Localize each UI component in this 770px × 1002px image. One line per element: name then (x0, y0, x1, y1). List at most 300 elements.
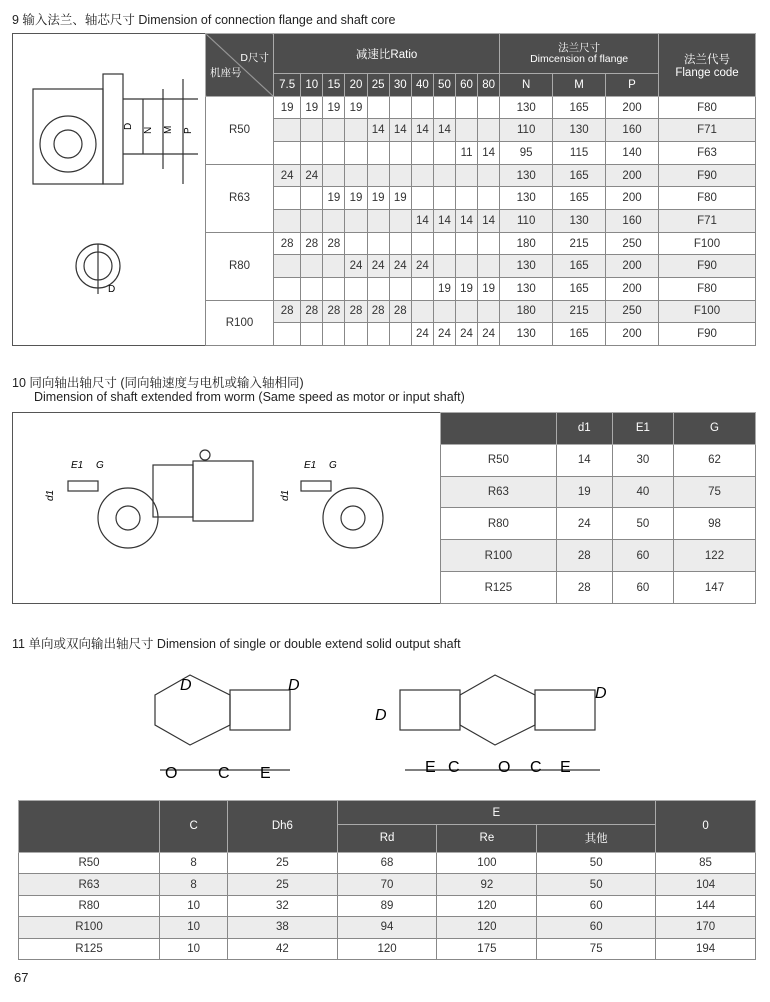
flange-dim-header (500, 34, 659, 74)
cell: 40 (612, 476, 673, 508)
cell: 24 (389, 255, 411, 278)
cell: 147 (674, 572, 756, 604)
o-header: 0 (656, 801, 756, 853)
cell: 14 (411, 119, 433, 142)
cell: F100 (659, 232, 756, 255)
cell (478, 232, 500, 255)
cell: F71 (659, 119, 756, 142)
cell: 10 (159, 895, 227, 916)
cell (478, 96, 500, 119)
cell: 120 (437, 917, 537, 938)
cell: 28 (345, 300, 367, 323)
cell: 250 (606, 232, 659, 255)
cell: 175 (437, 938, 537, 959)
cell: 165 (553, 255, 606, 278)
cell: 10 (159, 917, 227, 938)
cell (323, 164, 345, 187)
cell: 180 (500, 300, 553, 323)
cell: 14 (389, 119, 411, 142)
model-header (19, 801, 160, 853)
cell (389, 277, 411, 300)
cell (456, 232, 478, 255)
cell: 24 (345, 255, 367, 278)
cell: 130 (553, 210, 606, 233)
e-label: E (260, 765, 271, 782)
cell: 62 (674, 444, 756, 476)
table-row (19, 895, 756, 916)
ratio-80: 80 (478, 74, 500, 97)
ratio-50: 50 (433, 74, 455, 97)
cell: 28 (301, 232, 323, 255)
cell: F63 (659, 142, 756, 165)
cell: 94 (337, 917, 437, 938)
cell: 19 (389, 187, 411, 210)
cell: 24 (301, 164, 323, 187)
table-row (19, 852, 756, 873)
table-row (19, 874, 756, 895)
cell (301, 142, 323, 165)
cell: R63 (19, 874, 160, 895)
cell: 60 (612, 572, 673, 604)
cell (274, 323, 301, 346)
cell: 200 (606, 255, 659, 278)
cell: F90 (659, 164, 756, 187)
cell (345, 119, 367, 142)
cell: 19 (301, 96, 323, 119)
dim-n-label: N (143, 126, 154, 134)
dim-p-label: P (183, 127, 194, 134)
cell (301, 255, 323, 278)
cell (411, 277, 433, 300)
flange-table (205, 33, 756, 346)
flange-dim-cn: 法兰尺寸 (558, 41, 601, 54)
header-row (19, 801, 756, 825)
cell: 160 (606, 119, 659, 142)
cell: R80 (19, 895, 160, 916)
model-cell: R100 (206, 300, 274, 345)
cell: 165 (553, 164, 606, 187)
cell (389, 232, 411, 255)
cell: 28 (274, 232, 301, 255)
e1-label: E1 (71, 460, 84, 471)
cell (433, 232, 455, 255)
cell: F100 (659, 300, 756, 323)
cell (389, 96, 411, 119)
flange-code-cn: 法兰代号 (684, 53, 730, 66)
cell: 85 (656, 852, 756, 873)
cell: 32 (228, 895, 337, 916)
cell: 24 (274, 164, 301, 187)
cell: 60 (537, 917, 656, 938)
col-M: M (553, 74, 606, 97)
header-cell: G (674, 413, 756, 445)
cell (411, 232, 433, 255)
rd-header: Rd (337, 825, 437, 853)
table-row (206, 277, 756, 300)
cell: 19 (456, 277, 478, 300)
cell: 60 (537, 895, 656, 916)
cell (367, 142, 389, 165)
cell (323, 277, 345, 300)
cell: F80 (659, 277, 756, 300)
cell: 60 (612, 540, 673, 572)
d-label-4: D (595, 685, 607, 702)
model-label: 机座号 (210, 66, 242, 79)
col-N: N (500, 74, 553, 97)
cell: 28 (556, 540, 612, 572)
section-10-title: 10 同向轴出轴尺寸 (同向轴速度与电机或输入轴相同) (12, 376, 304, 390)
cell: 10 (159, 938, 227, 959)
cell (367, 96, 389, 119)
flange-dim-en: Dimcension of flange (530, 52, 629, 65)
cell: 130 (500, 187, 553, 210)
cell: 165 (553, 96, 606, 119)
cell (456, 300, 478, 323)
cell (323, 210, 345, 233)
cell (345, 142, 367, 165)
header-cell: E1 (612, 413, 673, 445)
cell (345, 277, 367, 300)
cell (367, 210, 389, 233)
cell (433, 300, 455, 323)
cell: 215 (553, 300, 606, 323)
cell (301, 210, 323, 233)
dim-d-label: D (123, 122, 134, 130)
cell: 130 (500, 164, 553, 187)
cell: 165 (553, 323, 606, 346)
cell: 70 (337, 874, 437, 895)
cell: R125 (19, 938, 160, 959)
table-row (441, 508, 756, 540)
cell (274, 255, 301, 278)
cell (433, 96, 455, 119)
c-label-2: C (448, 759, 460, 776)
cell: 160 (606, 210, 659, 233)
cell: 14 (556, 444, 612, 476)
cell (274, 119, 301, 142)
cell: 250 (606, 300, 659, 323)
c-header: C (159, 801, 227, 853)
cell: 19 (274, 96, 301, 119)
cell: 14 (433, 210, 455, 233)
table-row (441, 476, 756, 508)
cell: 28 (301, 300, 323, 323)
model-cell: R80 (206, 232, 274, 300)
cell (411, 300, 433, 323)
cell: 98 (674, 508, 756, 540)
section-11-title: 11 单向或双向输出轴尺寸 Dimension of single or double extend solid output shaft (12, 637, 461, 651)
cell (433, 255, 455, 278)
cell: 28 (323, 232, 345, 255)
cell (274, 187, 301, 210)
cell: 24 (456, 323, 478, 346)
cell: 75 (537, 938, 656, 959)
cell: 38 (228, 917, 337, 938)
cell: 19 (345, 187, 367, 210)
ratio-10: 10 (301, 74, 323, 97)
cell: 165 (553, 277, 606, 300)
cell: 19 (345, 96, 367, 119)
cell (478, 255, 500, 278)
cell: 130 (500, 277, 553, 300)
cell (411, 164, 433, 187)
ratio-7.5: 7.5 (274, 74, 301, 97)
cell: 14 (478, 210, 500, 233)
cell (301, 277, 323, 300)
cell: F71 (659, 210, 756, 233)
cell (456, 255, 478, 278)
e-label-2: E (425, 759, 436, 776)
e-header: E (337, 801, 655, 825)
cell: 24 (411, 323, 433, 346)
cell: R50 (19, 852, 160, 873)
col-P: P (606, 74, 659, 97)
d-size-label: D尺寸 (240, 51, 269, 64)
cell (478, 300, 500, 323)
cell: R100 (19, 917, 160, 938)
cell: 200 (606, 323, 659, 346)
table-row (206, 96, 756, 119)
cell: 130 (500, 323, 553, 346)
worm-shaft-table (440, 412, 756, 604)
cell: 24 (411, 255, 433, 278)
table-row (206, 142, 756, 165)
cell (478, 164, 500, 187)
cell (301, 187, 323, 210)
cell: 50 (537, 852, 656, 873)
d-label-1: D (180, 677, 192, 694)
cell: 28 (323, 300, 345, 323)
cell: R63 (441, 476, 557, 508)
shaft-d-label: D (108, 284, 116, 295)
cell: 120 (337, 938, 437, 959)
cell (411, 96, 433, 119)
cell: 130 (553, 119, 606, 142)
table-row (19, 917, 756, 938)
flange-drawing (13, 34, 205, 345)
d-label-3: D (375, 707, 387, 724)
ratio-header: 减速比Ratio (274, 34, 500, 74)
cell (389, 210, 411, 233)
ratio-15: 15 (323, 74, 345, 97)
other-header: 其他 (537, 825, 656, 853)
cell (367, 164, 389, 187)
cell: 28 (556, 572, 612, 604)
table-row (206, 210, 756, 233)
cell (345, 232, 367, 255)
cell: 11 (456, 142, 478, 165)
cell: 30 (612, 444, 673, 476)
d-label-2: D (288, 677, 300, 694)
cell: 110 (500, 119, 553, 142)
cell: 25 (228, 852, 337, 873)
cell: 14 (367, 119, 389, 142)
cell: 14 (433, 119, 455, 142)
cell (389, 142, 411, 165)
cell: 8 (159, 852, 227, 873)
cell (456, 187, 478, 210)
cell: 200 (606, 164, 659, 187)
cell (367, 323, 389, 346)
cell (301, 119, 323, 142)
re-header: Re (437, 825, 537, 853)
table-row (206, 187, 756, 210)
table-row (206, 323, 756, 346)
cell (411, 187, 433, 210)
cell: 140 (606, 142, 659, 165)
table-row (441, 540, 756, 572)
cell: 104 (656, 874, 756, 895)
model-cell: R63 (206, 164, 274, 232)
ratio-40: 40 (411, 74, 433, 97)
output-shaft-drawing (150, 660, 770, 790)
cell: 19 (323, 96, 345, 119)
cell (433, 142, 455, 165)
cell: F90 (659, 255, 756, 278)
corner-header (206, 34, 274, 97)
c-label: C (218, 765, 230, 782)
cell: 165 (553, 187, 606, 210)
cell: 130 (500, 255, 553, 278)
cell: 200 (606, 96, 659, 119)
d1-label-2: d1 (280, 489, 291, 501)
cell (411, 142, 433, 165)
ratio-20: 20 (345, 74, 367, 97)
cell (478, 187, 500, 210)
table-row (206, 164, 756, 187)
dh6-header: Dh6 (228, 801, 337, 853)
table-row (441, 572, 756, 604)
cell (274, 277, 301, 300)
cell (456, 96, 478, 119)
cell (367, 232, 389, 255)
cell: 14 (411, 210, 433, 233)
flange-code-en: Flange code (675, 66, 739, 79)
cell (323, 255, 345, 278)
cell: 115 (553, 142, 606, 165)
cell: 170 (656, 917, 756, 938)
cell (456, 164, 478, 187)
table-row (206, 255, 756, 278)
cell: 89 (337, 895, 437, 916)
cell: R125 (441, 572, 557, 604)
cell (323, 323, 345, 346)
cell: 120 (437, 895, 537, 916)
table-row (441, 444, 756, 476)
cell: 28 (274, 300, 301, 323)
page-number: 67 (14, 970, 29, 985)
cell: 130 (500, 96, 553, 119)
header-row (206, 34, 756, 74)
cell: 194 (656, 938, 756, 959)
ratio-25: 25 (367, 74, 389, 97)
cell: 24 (478, 323, 500, 346)
section-9-title: 9 输入法兰、轴芯尺寸 Dimension of connection flange and shaft core (12, 13, 396, 27)
o-label-2: O (498, 759, 511, 776)
worm-shaft-drawing (13, 413, 441, 603)
model-cell: R50 (206, 96, 274, 164)
cell: 28 (389, 300, 411, 323)
cell: F90 (659, 323, 756, 346)
d1-label: d1 (45, 489, 56, 501)
output-shaft-table (18, 800, 756, 960)
cell: 180 (500, 232, 553, 255)
cell: 14 (478, 142, 500, 165)
cell: 144 (656, 895, 756, 916)
dim-m-label: M (163, 125, 174, 134)
cell: 24 (556, 508, 612, 540)
cell (478, 119, 500, 142)
cell: 50 (537, 874, 656, 895)
cell (323, 119, 345, 142)
cell: 42 (228, 938, 337, 959)
cell: R50 (441, 444, 557, 476)
header-cell (441, 413, 557, 445)
cell: 19 (433, 277, 455, 300)
header-cell: d1 (556, 413, 612, 445)
cell: 19 (323, 187, 345, 210)
cell (345, 164, 367, 187)
cell: 19 (367, 187, 389, 210)
section-10-subtitle: Dimension of shaft extended from worm (Same speed as motor or input shaft) (34, 390, 465, 404)
table-row (206, 300, 756, 323)
header-row (441, 413, 756, 445)
cell: F80 (659, 187, 756, 210)
cell: R80 (441, 508, 557, 540)
cell (389, 323, 411, 346)
o-label: O (165, 765, 178, 782)
cell: 24 (367, 255, 389, 278)
cell: 19 (556, 476, 612, 508)
cell: R100 (441, 540, 557, 572)
cell: 215 (553, 232, 606, 255)
cell: 110 (500, 210, 553, 233)
table-row (206, 232, 756, 255)
cell (345, 210, 367, 233)
cell: 24 (433, 323, 455, 346)
cell (345, 323, 367, 346)
cell (274, 142, 301, 165)
ratio-60: 60 (456, 74, 478, 97)
e1-label-2: E1 (304, 460, 317, 471)
c-label-3: C (530, 759, 542, 776)
cell: 100 (437, 852, 537, 873)
table-row (19, 938, 756, 959)
cell (274, 210, 301, 233)
cell: 50 (612, 508, 673, 540)
cell (456, 119, 478, 142)
cell: 19 (478, 277, 500, 300)
cell (323, 142, 345, 165)
cell: F80 (659, 96, 756, 119)
e-label-3: E (560, 759, 571, 776)
cell: 68 (337, 852, 437, 873)
cell: 14 (456, 210, 478, 233)
flange-code-header (659, 34, 756, 97)
ratio-30: 30 (389, 74, 411, 97)
cell (433, 187, 455, 210)
cell: 122 (674, 540, 756, 572)
cell (367, 277, 389, 300)
cell: 95 (500, 142, 553, 165)
g-label: G (96, 460, 104, 471)
cell (301, 323, 323, 346)
cell: 25 (228, 874, 337, 895)
cell (433, 164, 455, 187)
cell: 8 (159, 874, 227, 895)
cell: 28 (367, 300, 389, 323)
cell (389, 164, 411, 187)
